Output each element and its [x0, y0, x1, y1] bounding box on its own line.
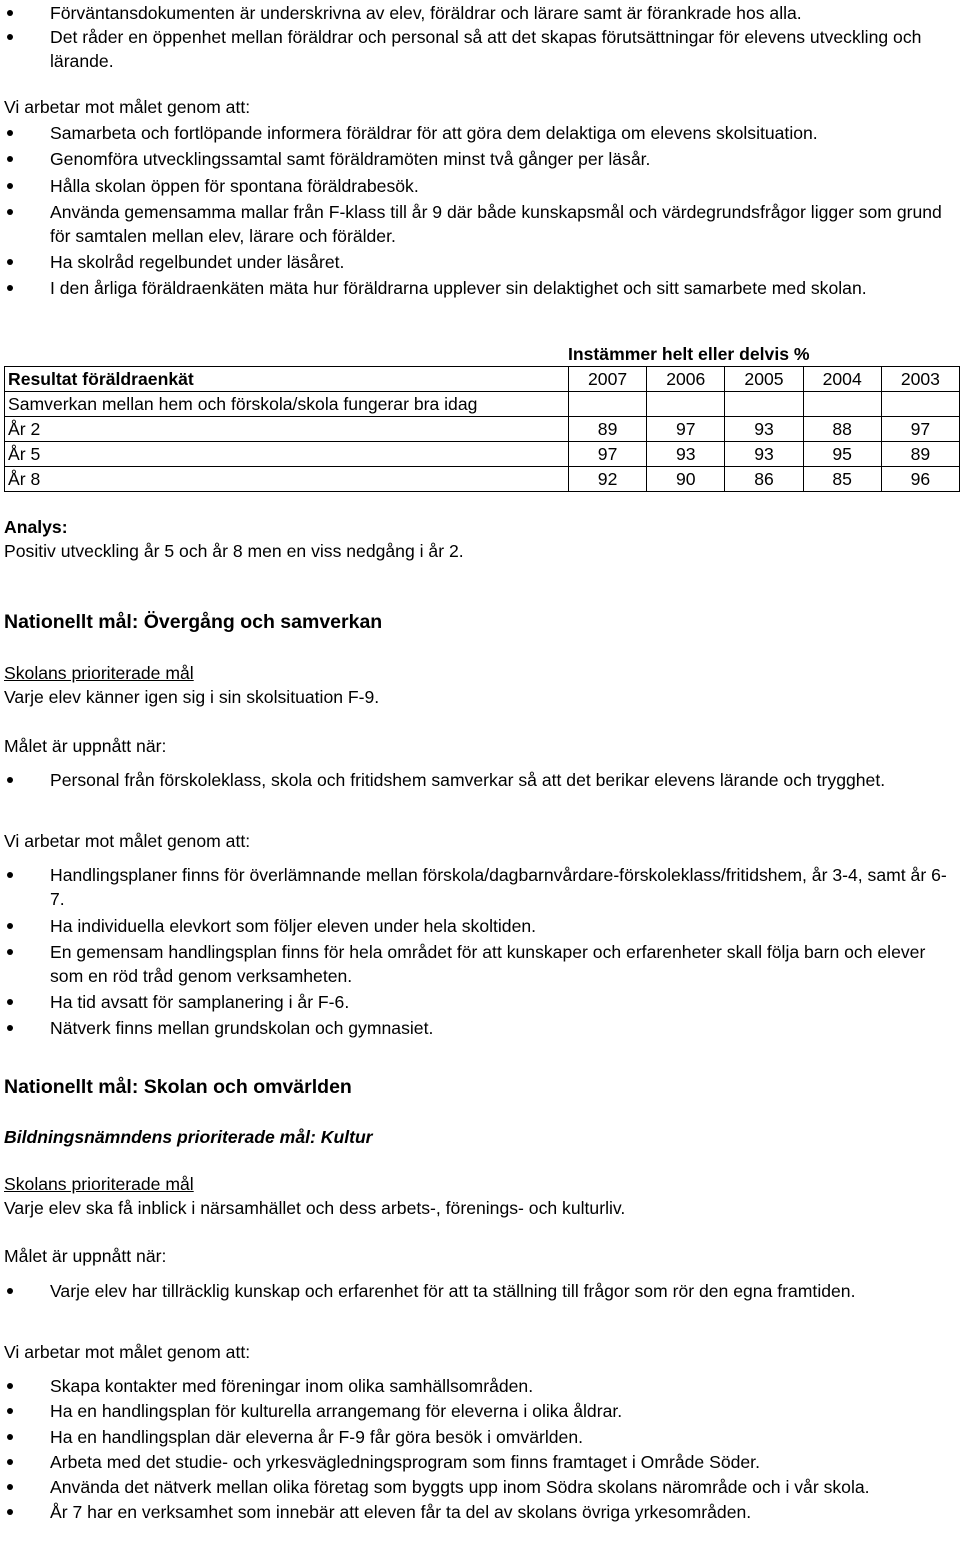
goal3-work [4, 1340, 954, 1524]
goal2-section [4, 610, 954, 634]
table-cell: 89 [568, 417, 646, 442]
results-table [4, 366, 960, 492]
list-item: Använda gemensamma mallar från F-klass till år 9 där både kunskapsmål och värdegrundsfrågor ligger som grund för samtalen mellan elev, lärare och förälder. [4, 200, 954, 248]
list-item: Det råder en öppenhet mellan föräldrar och personal så att det skapas förutsättningar för elevens utveckling och lärande. [4, 25, 954, 73]
top-list [4, 1, 954, 74]
analysis-label: Analys: [4, 517, 68, 537]
list-item: Samarbeta och fortlöpande informera föräldrar för att göra dem delaktiga om elevens skolsituation. [4, 121, 954, 145]
table-cell [803, 392, 881, 417]
table-cell [881, 392, 959, 417]
table-cell: 97 [647, 417, 725, 442]
list-item: Ha skolråd regelbundet under läsåret. [4, 250, 954, 274]
list-item: Genomföra utvecklingssamtal samt föräldramöten minst två gånger per läsår. [4, 147, 954, 171]
list-item: Förväntansdokumenten är underskrivna av elev, föräldrar och lärare samt är förankrade hos alla. [4, 1, 954, 25]
table-cell: 96 [881, 467, 959, 492]
section1-intro: Vi arbetar mot målet genom att: [4, 97, 251, 117]
list-item: I den årliga föräldraenkäten mäta hur föräldrarna upplever sin delaktighet och sitt samarbete med skolan. [4, 276, 954, 300]
year-header: 2004 [803, 367, 881, 392]
goal3-priority [4, 1172, 954, 1220]
table-header-label: Resultat föräldraenkät [5, 367, 569, 392]
table-cell: 97 [881, 417, 959, 442]
table-cell: 86 [725, 467, 803, 492]
goal2-heading: Nationellt mål: Övergång och samverkan [4, 611, 383, 633]
table-question: Samverkan mellan hem och förskola/skola fungerar bra idag [5, 392, 569, 417]
list-item: Ha tid avsatt för samplanering i år F-6. [4, 990, 954, 1014]
list-item: Varje elev har tillräcklig kunskap och erfarenhet för att ta ställning till frågor som rör den egna framtiden. [4, 1279, 954, 1303]
year-header: 2006 [647, 367, 725, 392]
list-item: Skapa kontakter med föreningar inom olika samhällsområden. [4, 1374, 954, 1398]
table-row [5, 467, 960, 492]
priority-text: Varje elev känner igen sig i sin skolsituation F-9. [4, 687, 380, 708]
list-item: År 7 har en verksamhet som innebär att eleven får ta del av skolans övriga yrkesområden. [4, 1500, 954, 1524]
table-question-row [5, 392, 960, 417]
goal2-priority [4, 661, 954, 709]
work-list [4, 863, 954, 1040]
goal3-achieved [4, 1244, 954, 1303]
achieved-list [4, 768, 954, 792]
work-intro: Vi arbetar mot målet genom att: [4, 831, 251, 851]
list-item: Arbeta med det studie- och yrkesvägledningsprogram som finns framtaget i Område Söder. [4, 1450, 954, 1474]
work-list [4, 1374, 954, 1524]
row-label: År 8 [5, 467, 569, 492]
list-item: Ha en handlingsplan för kulturella arrangemang för eleverna i olika åldrar. [4, 1399, 954, 1423]
table-cell: 89 [881, 442, 959, 467]
goal3-heading: Nationellt mål: Skolan och omvärlden [4, 1076, 352, 1098]
table-header-row [5, 367, 960, 392]
section1-list [4, 121, 954, 300]
table-cell: 93 [725, 442, 803, 467]
table-caption: Instämmer helt eller delvis % [568, 344, 810, 364]
table-cell: 90 [647, 467, 725, 492]
list-item: Ha en handlingsplan där eleverna år F-9 får göra besök i omvärlden. [4, 1425, 954, 1449]
priority-label: Skolans prioriterade mål [4, 663, 194, 683]
table-cell [647, 392, 725, 417]
goal2-achieved [4, 734, 954, 792]
table-cell: 88 [803, 417, 881, 442]
table-cell: 93 [725, 417, 803, 442]
table-cell: 92 [568, 467, 646, 492]
board-goal: Bildningsnämndens prioriterade mål: Kultur [4, 1127, 373, 1147]
achieved-intro: Målet är uppnått när: [4, 736, 167, 756]
work-intro: Vi arbetar mot målet genom att: [4, 1342, 251, 1362]
table-cell: 93 [647, 442, 725, 467]
table-cell [725, 392, 803, 417]
goal2-work [4, 829, 954, 1041]
list-item: Ha individuella elevkort som följer eleven under hela skoltiden. [4, 914, 954, 938]
list-item: Använda det nätverk mellan olika företag som byggts upp inom Södra skolans närområde och i vår skola. [4, 1475, 954, 1499]
list-item: Hålla skolan öppen för spontana föräldrabesök. [4, 174, 954, 198]
analysis-block [4, 515, 954, 563]
row-label: År 5 [5, 442, 569, 467]
priority-label: Skolans prioriterade mål [4, 1174, 194, 1194]
list-item: Handlingsplaner finns för överlämnande mellan förskola/dagbarnvårdare-förskoleklass/fritidshem, år 3-4, samt år 6-7. [4, 863, 954, 911]
table-row [5, 417, 960, 442]
table-cell: 97 [568, 442, 646, 467]
list-item: Nätverk finns mellan grundskolan och gymnasiet. [4, 1016, 954, 1040]
section1-block [4, 95, 954, 301]
achieved-intro: Målet är uppnått när: [4, 1246, 167, 1266]
table-cell: 95 [803, 442, 881, 467]
goal3-board [4, 1125, 954, 1149]
row-label: År 2 [5, 417, 569, 442]
top-list-block [4, 1, 954, 74]
year-header: 2003 [881, 367, 959, 392]
year-header: 2005 [725, 367, 803, 392]
table-cell [568, 392, 646, 417]
list-item: Personal från förskoleklass, skola och fritidshem samverkar så att det berikar elevens lärande och trygghet. [4, 768, 954, 792]
goal3-section [4, 1075, 954, 1099]
analysis-text: Positiv utveckling år 5 och år 8 men en viss nedgång i år 2. [4, 541, 464, 562]
table-cell: 85 [803, 467, 881, 492]
list-item: En gemensam handlingsplan finns för hela området för att kunskaper och erfarenheter skall följa barn och elever som en röd tråd genom verksamheten. [4, 940, 954, 988]
year-header: 2007 [568, 367, 646, 392]
table-row [5, 442, 960, 467]
achieved-list [4, 1279, 954, 1303]
priority-text: Varje elev ska få inblick i närsamhället och dess arbets-, förenings- och kulturliv. [4, 1198, 626, 1219]
